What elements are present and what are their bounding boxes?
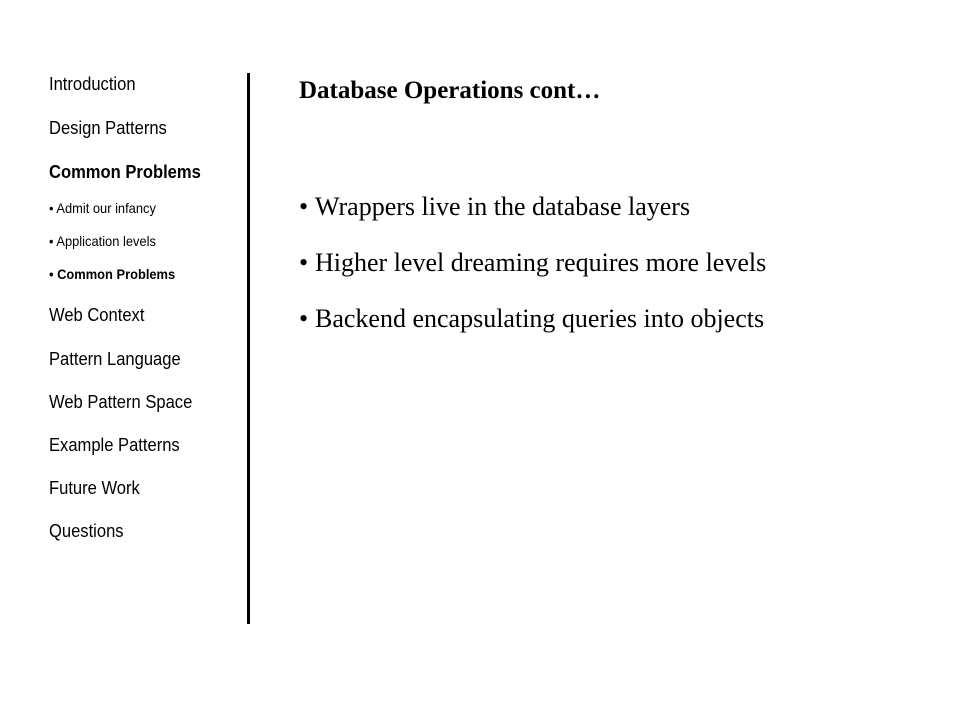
nav-item-example-patterns[interactable]: Example Patterns bbox=[49, 435, 180, 455]
nav-item-future-work[interactable]: Future Work bbox=[49, 478, 140, 498]
nav-item-pattern-language[interactable]: Pattern Language bbox=[49, 349, 181, 369]
bullet-glyph: • bbox=[299, 192, 309, 221]
bullet-item bbox=[299, 306, 764, 332]
nav-item-web-pattern-space[interactable]: Web Pattern Space bbox=[49, 392, 193, 412]
bullet-text: Higher level dreaming requires more levels bbox=[315, 248, 767, 277]
nav-item-introduction[interactable]: Introduction bbox=[49, 74, 136, 94]
sidebar-outline bbox=[49, 0, 244, 720]
bullet-text: Wrappers live in the database layers bbox=[315, 192, 691, 221]
nav-item-design-patterns[interactable]: Design Patterns bbox=[49, 118, 167, 138]
bullet-glyph: • bbox=[299, 248, 309, 277]
slide-title: Database Operations cont… bbox=[299, 77, 601, 104]
nav-subitem-common-problems[interactable]: • Common Problems bbox=[49, 266, 176, 282]
bullet-item bbox=[299, 250, 766, 276]
bullet-text: Backend encapsulating queries into objects bbox=[315, 304, 765, 333]
nav-subitem-application-levels[interactable]: • Application levels bbox=[49, 233, 156, 249]
nav-item-common-problems[interactable]: Common Problems bbox=[49, 162, 201, 182]
nav-subitem-admit-our-infancy[interactable]: • Admit our infancy bbox=[49, 200, 156, 216]
bullet-item bbox=[299, 194, 690, 220]
nav-item-web-context[interactable]: Web Context bbox=[49, 305, 145, 325]
bullet-glyph: • bbox=[299, 304, 309, 333]
vertical-divider bbox=[247, 73, 250, 624]
nav-item-questions[interactable]: Questions bbox=[49, 521, 124, 541]
